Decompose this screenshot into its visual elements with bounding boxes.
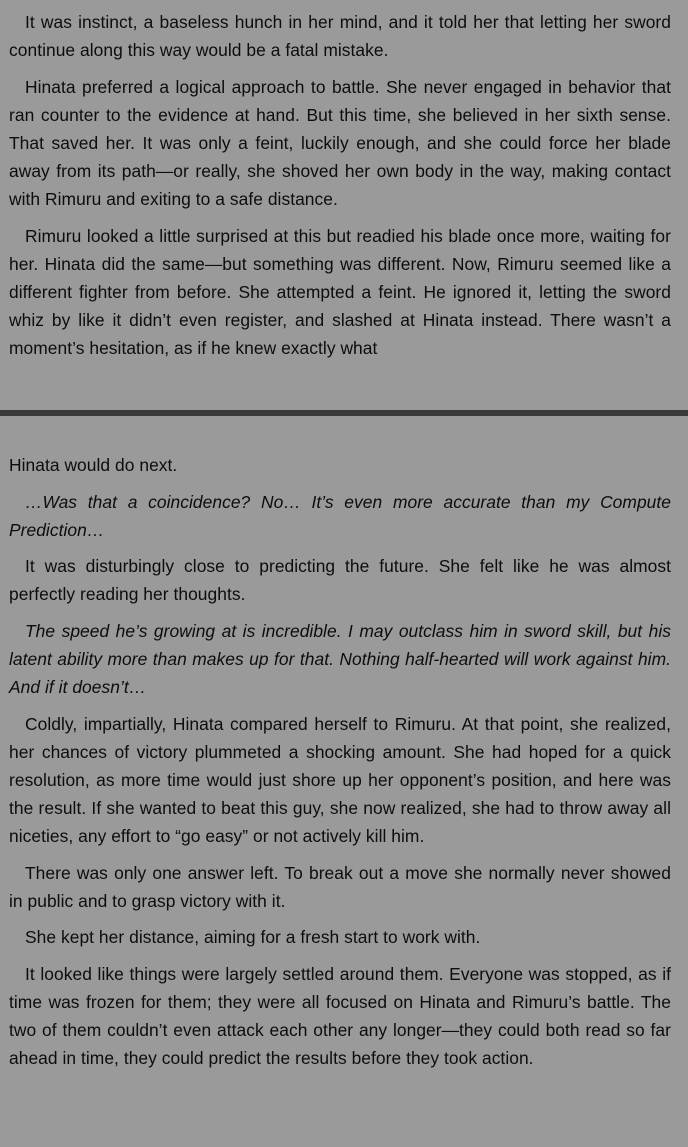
paragraph: It was instinct, a baseless hunch in her mind, and it told her that letting her sword continue along this way would be a fatal mistake. xyxy=(9,12,671,61)
paragraph: It looked like things were largely settled around them. Everyone was stopped, as if time was frozen for them; they were all focused on Hinata and Rimuru’s battle. The two of them couldn’t even attack each other any longer—they could both read so far ahead in time, they could predict the results before they took action. xyxy=(9,964,671,1069)
paragraph: She kept her distance, aiming for a fresh start to work with. xyxy=(25,927,481,948)
bottom-page-text xyxy=(0,451,688,1081)
paragraph-inner-thought: …Was that a coincidence? No… It’s even more accurate than my Compute Prediction… xyxy=(9,491,671,540)
paragraph: Coldly, impartially, Hinata compared herself to Rimuru. At that point, she realized, her chances of victory plummeted a shocking amount. She had hoped for a quick resolution, as more time would just shore up her opponent’s position, and here was the result. If she wanted to beat this guy, she now realized, she had to throw away all niceties, any effort to “go easy” or not actively kill him. xyxy=(9,713,671,847)
paragraph-inner-thought: The speed he’s growing at is incredible. I may outclass him in sword skill, but his latent ability more than makes up for that. Nothing half-hearted will work against him. And if it doesn’t… xyxy=(9,620,671,698)
top-page-text xyxy=(0,8,688,371)
paragraph: Hinata preferred a logical approach to battle. She never engaged in behavior that ran counter to the evidence at hand. But this time, she believed in her sixth sense. That saved her. It was only a feint, luckily enough, and she could force her blade away from its path—or really, she shoved her own body in the way, making contact with Rimuru and exiting to a safe distance. xyxy=(9,76,671,210)
paragraph: It was disturbingly close to predicting the future. She felt like he was almost perfectly reading her thoughts. xyxy=(9,556,671,605)
paragraph: Rimuru looked a little surprised at this but readied his blade once more, waiting for her. Hinata did the same—but something was different. Now, Rimuru seemed like a different fighter from before. She attempted a feint. He ignored it, letting the sword whiz by like it didn’t even register, and slashed at Hinata instead. There wasn’t a moment’s hesitation, as if he knew exactly what xyxy=(9,225,671,359)
paragraph-continuation: Hinata would do next. xyxy=(9,455,178,475)
paragraph: There was only one answer left. To break out a move she normally never showed in public and to grasp victory with it. xyxy=(9,862,671,911)
page-divider xyxy=(0,410,688,416)
